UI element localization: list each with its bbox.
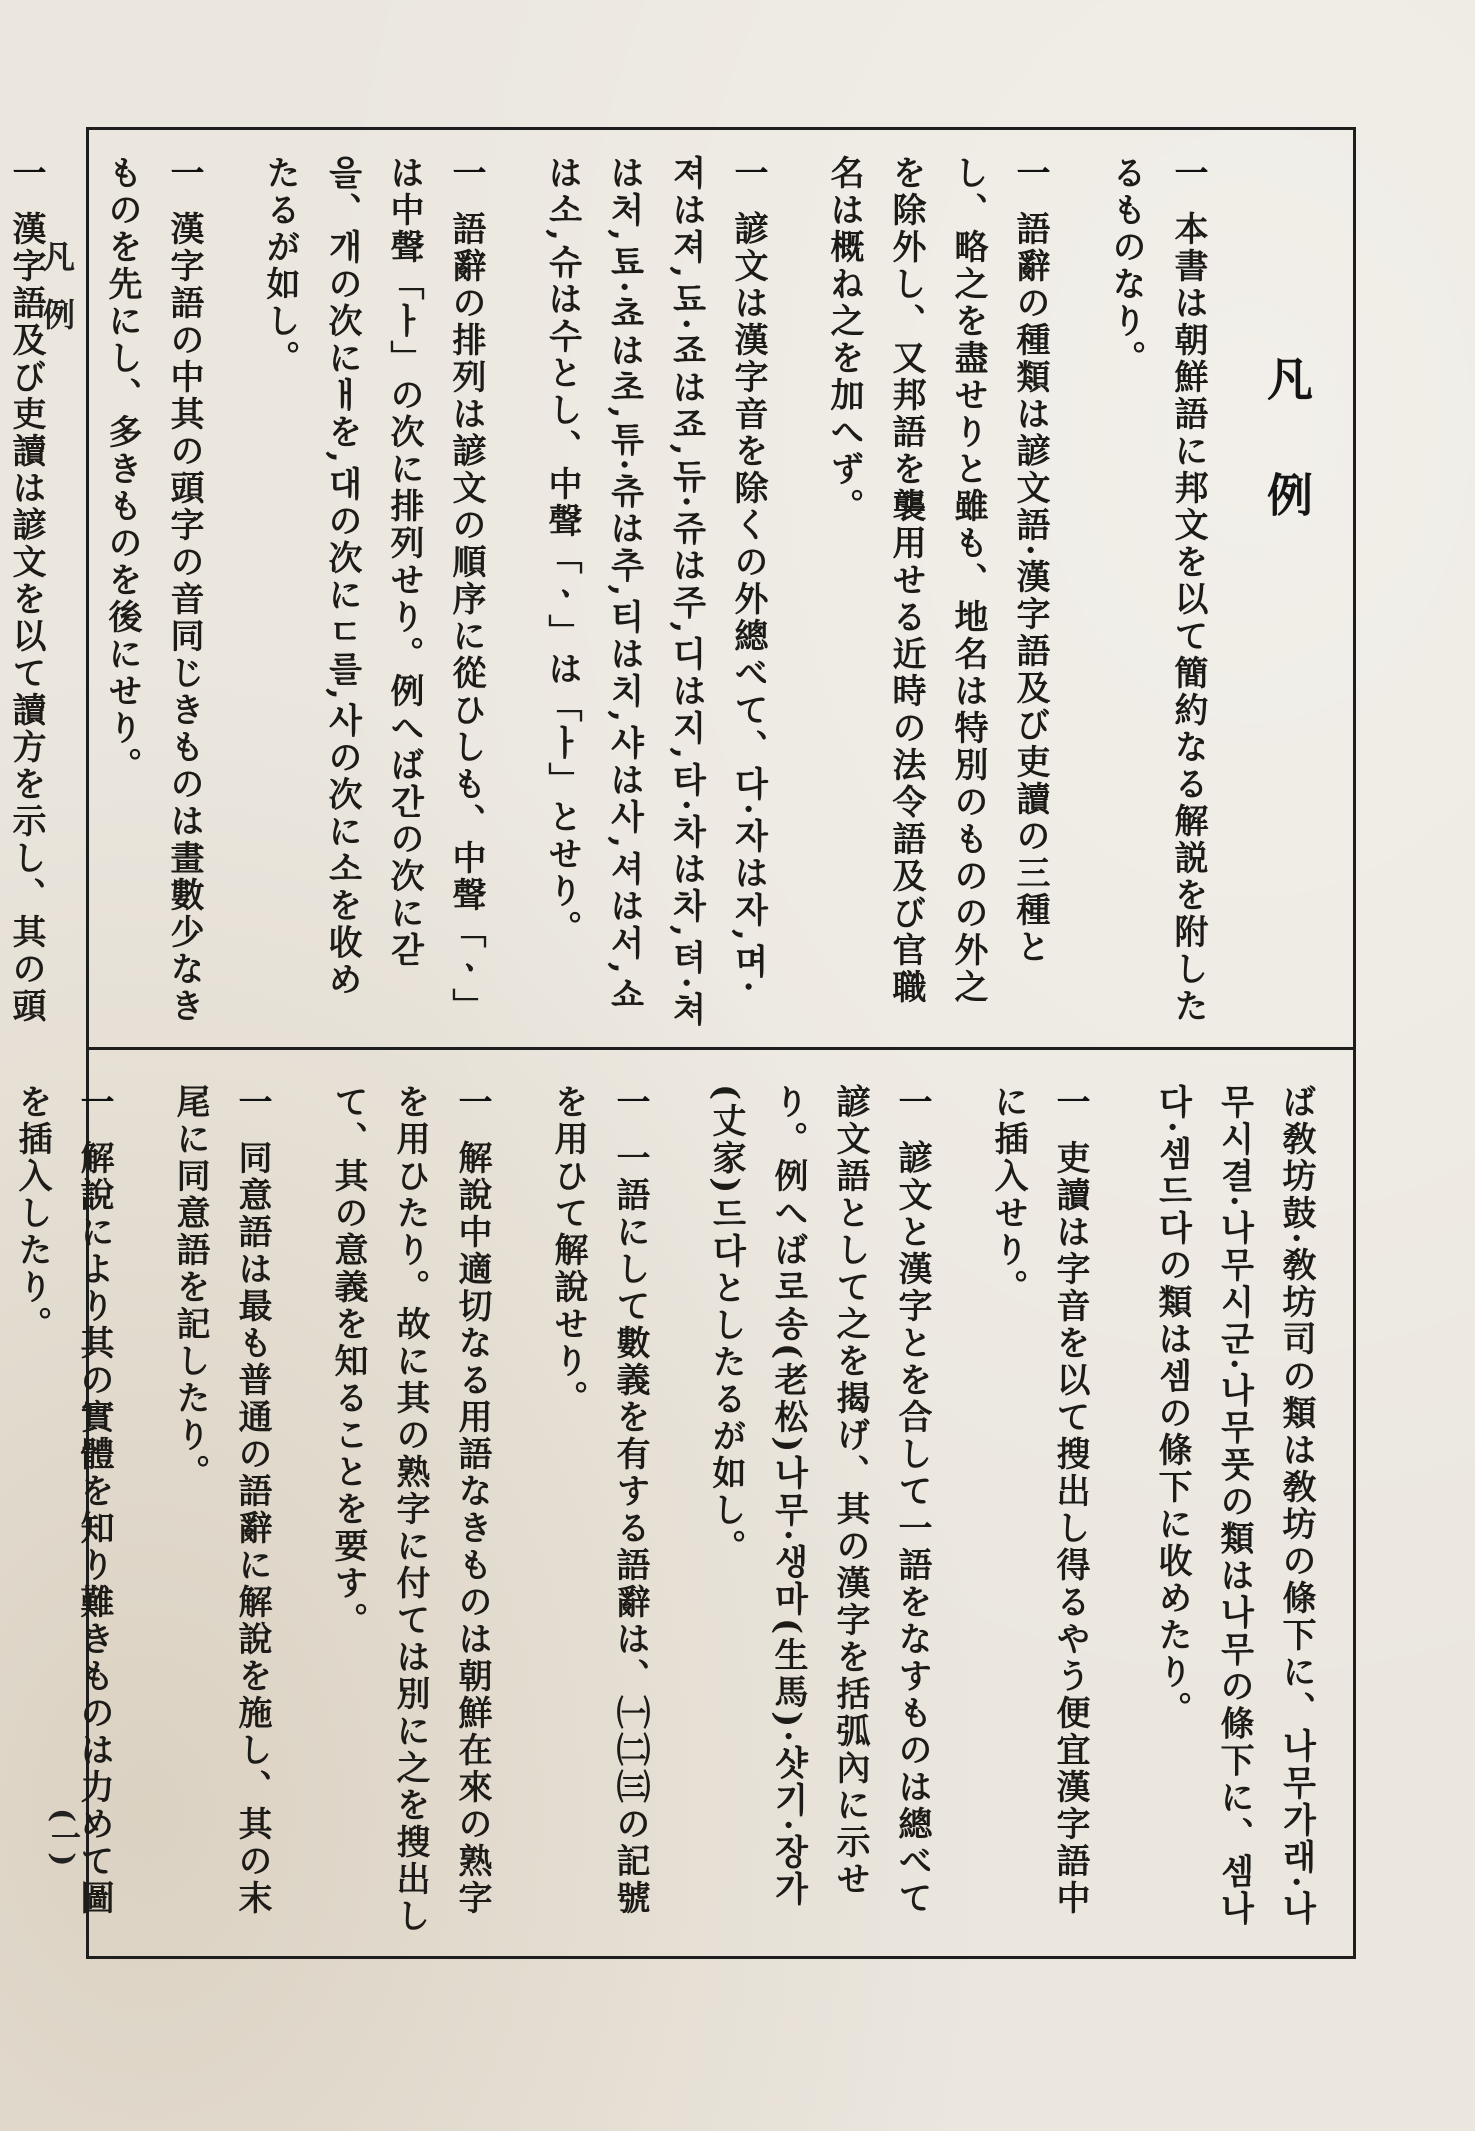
list-item bbox=[1095, 155, 1219, 1029]
item-bullet: 一 bbox=[452, 1084, 492, 1118]
item-text: 語辭の種類は諺文語·漢字語及び吏讀の三種とし、略之を盡せりと雖も、地名は特別のものの外之を除外し、又邦語を襲用せる近時の法令語及び官職名は概ね之を加へず。 bbox=[824, 155, 1050, 1006]
list-item bbox=[159, 1084, 283, 1938]
item-bullet: 一 bbox=[1050, 1084, 1090, 1118]
item-text: 諺文は漢字音を除くの外總べて、다·자は자,며·져は져,됴·죠は죠,듀·쥬は주,디は지,타·차は차,텨·쳐は처,툐·쵸は초,튜·츄は추,티は치,샤は사,셔は서,쇼は소,슈は수とし、中聲「ㆍ」は「ㅏ」とせり。 bbox=[542, 155, 768, 1029]
item-text: 本書は朝鮮語に邦文を以て簡約なる解説を附したるものなり。 bbox=[1106, 155, 1208, 1025]
item-bullet: 一 bbox=[6, 155, 46, 189]
item-bullet: 一 bbox=[446, 155, 486, 189]
item-text: 漢字語の中其の頭字の音同じきものは畫數少なきものを先にし、多きものを後にせり。 bbox=[102, 155, 204, 1025]
top-panel bbox=[6, 130, 1353, 1050]
item-text: 解說により其の實體を知り難きものは力めて圖を插入したり。 bbox=[12, 1084, 114, 1917]
list-item bbox=[0, 155, 57, 1029]
list-item bbox=[695, 1084, 943, 1938]
item-text: 一語にして數義を有する語辭は、㈠㈡㈢の記號を用ひて解說せり。 bbox=[548, 1084, 650, 1917]
item-bullet: 一 bbox=[728, 155, 768, 189]
page-title: 凡例 bbox=[1260, 355, 1314, 587]
bottom-item-list bbox=[0, 1084, 1327, 1938]
item-text: 同意語は最も普通の語辭に解說を施し、其の末尾に同意語を記したり。 bbox=[170, 1084, 272, 1917]
item-bullet: 一 bbox=[164, 155, 204, 189]
item-text: 吏讀は字音を以て搜出し得るやう便宜漢字語中に插入せり。 bbox=[988, 1084, 1090, 1917]
page-number: (一) bbox=[45, 1808, 80, 1867]
bottom-panel bbox=[12, 1050, 1353, 1956]
list-item bbox=[91, 155, 215, 1029]
item-text: 諺文と漢字とを合して一語をなすものは總べて諺文語として之を揭げ、其の漢字を括弧內に示せり。例へば로송(老松)나무·생마(生馬)·샷기·장가(丈家)드다としたるが如し。 bbox=[706, 1084, 932, 1917]
list-item bbox=[977, 1084, 1101, 1938]
item-text: 語辭の排列は諺文の順序に從ひしも、中聲「ㆍ」は中聲「ㅏ」の次に排列せり。例へば간の次に갇을、개の次にㅐを,대の次にㄷ를,사の次に소を收めたるが如し。 bbox=[260, 155, 486, 1025]
list-item bbox=[813, 155, 1061, 1029]
running-head: 凡例 bbox=[38, 240, 76, 356]
list-item bbox=[249, 155, 497, 1029]
item-bullet: 一 bbox=[1010, 155, 1050, 189]
item-bullet: 一 bbox=[1168, 155, 1208, 189]
item-text: 解說中適切なる用語なきものは朝鮮在來の熟字を用ひたり。故に其の熟字に付ては別に之を搜出して、其の意義を知ることを要す。 bbox=[328, 1084, 492, 1935]
list-item bbox=[317, 1084, 503, 1938]
item-bullet: 一 bbox=[74, 1084, 114, 1118]
list-item bbox=[531, 155, 779, 1029]
list-item bbox=[1141, 1084, 1327, 1938]
list-item bbox=[1, 1084, 125, 1938]
item-bullet: 一 bbox=[610, 1084, 650, 1118]
item-bullet: 一 bbox=[892, 1084, 932, 1118]
list-item bbox=[537, 1084, 661, 1938]
top-item-list bbox=[0, 155, 1219, 1029]
item-bullet: 一 bbox=[232, 1084, 272, 1118]
text-frame bbox=[6, 127, 1356, 1959]
item-text: 漢字語及び吏讀は諺文を以て讀方を示し、其の頭 bbox=[6, 211, 46, 1025]
item-text: ば敎坊鼓·敎坊司の類は敎坊の條下に、나무가래·나무시결·나무시군·나무풋の類は나무の條下に、셈나다·셈드다の類は셈の條下に收めたり。 bbox=[1152, 1084, 1316, 1928]
